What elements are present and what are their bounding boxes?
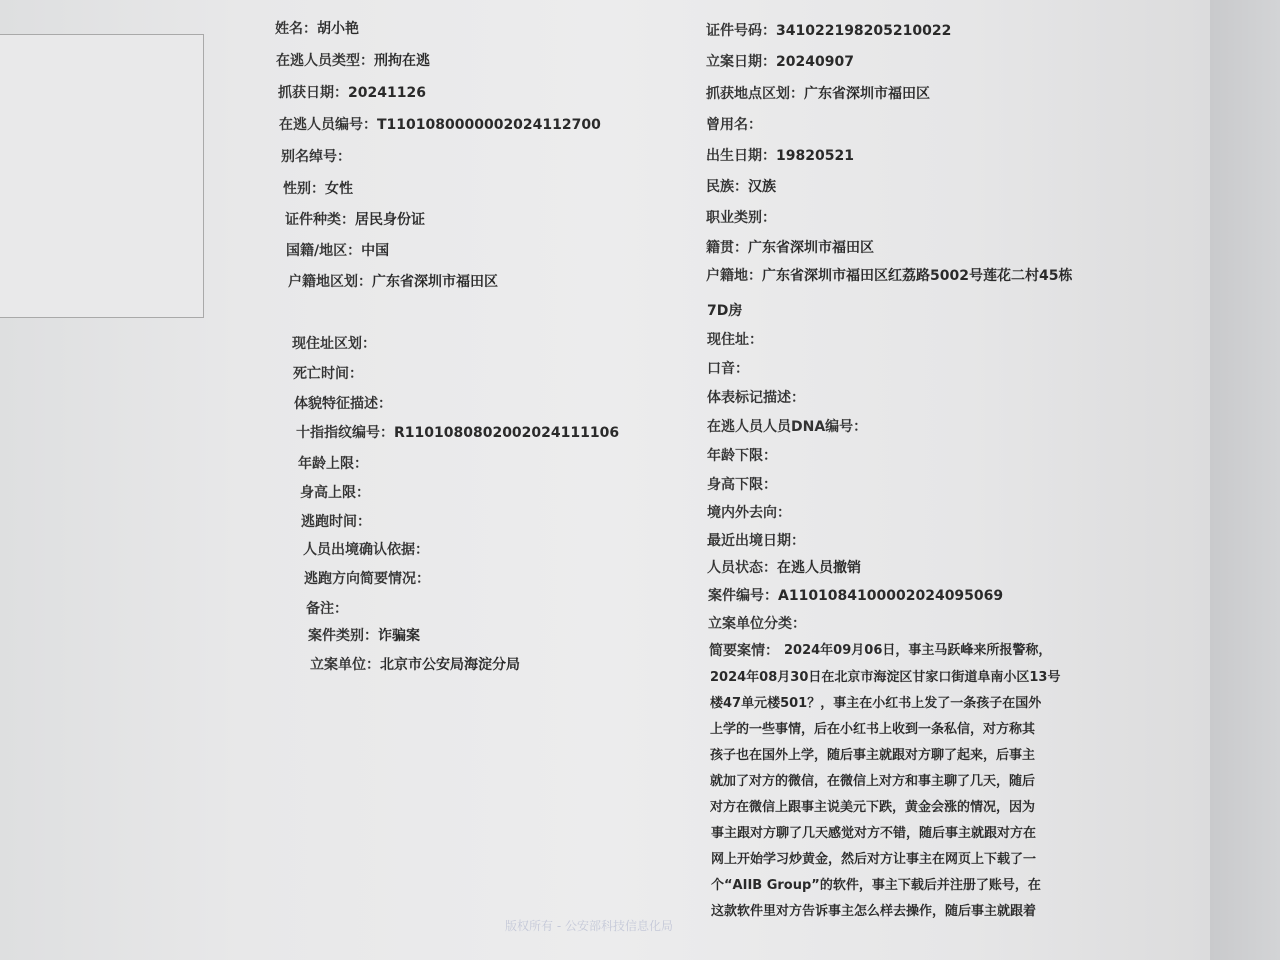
field-label: 案件类别： [308,628,378,644]
field-gender [283,180,353,198]
field-value: 广东省深圳市福田区 [748,240,874,256]
field-summary-label [709,642,779,660]
field-value: 汉族 [748,179,776,195]
field-label: 体貌特征描述： [294,396,392,412]
field-label: 户籍地区划： [288,274,372,290]
field-current-address [707,331,763,349]
field-value: 北京市公安局海淀分局 [380,657,520,673]
field-name [275,20,359,38]
field-filing-unit [310,656,520,674]
field-occupation [706,209,776,227]
field-label: 在逃人员类型： [276,53,374,69]
field-value: A1101084100002024095069 [778,588,1004,604]
field-value: R1101080802002024111106 [394,425,620,441]
field-label: 年龄下限： [707,448,777,464]
field-label: 死亡时间： [293,366,363,382]
field-label: 逃跑时间： [301,514,371,530]
field-death-time [293,365,363,383]
field-value: 20241126 [348,85,426,101]
summary-line: 个“AIIB Group”的软件，事主下载后并注册了账号，在 [711,878,1041,893]
monitor-bezel [1210,0,1280,960]
field-label: 性别： [283,181,325,197]
field-label: 简要案情： [709,643,779,659]
field-value: T1101080000002024112700 [377,117,601,133]
field-native-place [706,239,874,257]
summary-line: 2024年08月30日在北京市海淀区甘家口街道阜南小区13号 [710,670,1061,685]
field-value: 诈骗案 [378,628,420,644]
field-value: 广东省深圳市福田区 [804,86,930,102]
field-label: 现住址： [707,332,763,348]
field-household-address-cont [707,302,742,320]
field-label: 案件编号： [708,588,778,604]
field-current-region [292,335,376,353]
field-value: 居民身份证 [355,212,425,228]
field-label: 证件号码： [706,23,776,39]
summary-line: 事主跟对方聊了几天感觉对方不错，随后事主就跟对方在 [711,826,1037,841]
field-value: 7D房 [707,303,743,319]
field-household-region [288,273,498,291]
field-label: 身高下限： [707,477,777,493]
field-capture-region [706,85,930,103]
field-unit-category [708,615,806,633]
field-label: 体表标记描述： [707,390,805,406]
field-id-type [285,211,425,229]
field-value: 女性 [325,181,353,197]
field-recent-exit-date [707,532,805,550]
side-panel [0,34,204,318]
field-fugitive-id [279,116,601,134]
field-ethnicity [706,178,776,196]
summary-line: 孩子也在国外上学，随后事主就跟对方聊了起来，后事主 [710,748,1036,763]
field-case-number [708,587,1003,605]
footer-copyright: 版权所有 - 公安部科技信息化局 [505,919,673,933]
summary-line: 网上开始学习炒黄金，然后对方让事主在网页上下载了一 [711,852,1037,867]
field-person-status [707,559,861,577]
field-label: 口音： [707,361,749,377]
field-age-upper [298,455,368,473]
field-capture-date [278,84,426,102]
field-value: 广东省深圳市福田区 [372,274,498,290]
field-height-upper [300,484,370,502]
field-label: 十指指纹编号： [296,425,394,441]
field-alias [281,148,351,166]
field-label: 年龄上限： [298,456,368,472]
field-nationality [286,242,389,260]
field-label: 在逃人员编号： [279,117,377,133]
summary-line: 这款软件里对方告诉事主怎么样去操作，随后事主就跟着 [711,904,1037,919]
field-label: 立案单位分类： [708,616,806,632]
field-height-lower [707,476,777,494]
field-value: 在逃人员撤销 [777,560,861,576]
field-value: 胡小艳 [317,21,359,37]
field-age-lower [707,447,777,465]
field-body-marks [707,389,805,407]
field-remarks [306,600,348,618]
field-label: 民族： [706,179,748,195]
field-label: 姓名： [275,21,317,37]
field-label: 身高上限： [300,485,370,501]
field-label: 职业类别： [706,210,776,226]
field-label: 籍贯： [706,240,748,256]
field-label: 证件种类： [285,212,355,228]
field-label: 国籍/地区： [286,243,362,259]
field-label: 在逃人员人员DNA编号： [707,419,868,435]
field-household-address [706,267,1072,285]
field-domestic-foreign [707,504,791,522]
field-id-number [706,22,951,40]
summary-line: 上学的一些事情，后在小红书上收到一条私信，对方称其 [710,722,1036,737]
field-case-category [308,627,420,645]
field-label: 最近出境日期： [707,533,805,549]
field-fugitive-type [276,52,430,70]
summary-line: 就加了对方的微信，在微信上对方和事主聊了几天，随后 [710,774,1036,789]
field-label: 立案日期： [706,54,776,70]
field-value: 341022198205210022 [776,23,952,39]
field-filing-date [706,53,854,71]
field-escape-direction [304,570,430,588]
field-label: 人员状态： [707,560,777,576]
field-exit-basis [303,541,429,559]
summary-line: 楼47单元楼501？，事主在小红书上发了一条孩子在国外 [710,696,1042,711]
field-appearance [294,395,392,413]
summary-line: 2024年09月06日，事主马跃峰来所报警称， [784,643,1052,658]
field-label: 逃跑方向简要情况： [304,571,430,587]
field-label: 户籍地： [706,268,762,284]
field-label: 别名绰号： [281,149,351,165]
field-accent [707,360,749,378]
field-label: 境内外去向： [707,505,791,521]
field-label: 人员出境确认依据： [303,542,429,558]
field-label: 抓获地点区划： [706,86,804,102]
field-label: 备注： [306,601,348,617]
field-label: 现住址区划： [292,336,376,352]
field-label: 抓获日期： [278,85,348,101]
field-value: 19820521 [776,148,854,164]
field-value: 刑拘在逃 [374,53,430,69]
field-dna-number [707,418,867,436]
field-former-name [706,116,762,134]
field-label: 立案单位： [310,657,380,673]
field-label: 出生日期： [706,148,776,164]
field-value: 20240907 [776,54,854,70]
summary-line: 对方在微信上跟事主说美元下跌，黄金会涨的情况，因为 [710,800,1036,815]
field-escape-time [301,513,371,531]
field-value: 中国 [361,243,390,259]
field-label: 曾用名： [706,117,762,133]
field-birth-date [706,147,854,165]
field-value: 广东省深圳市福田区红荔路5002号莲花二村45栋 [762,268,1073,284]
field-fingerprint [296,424,619,442]
